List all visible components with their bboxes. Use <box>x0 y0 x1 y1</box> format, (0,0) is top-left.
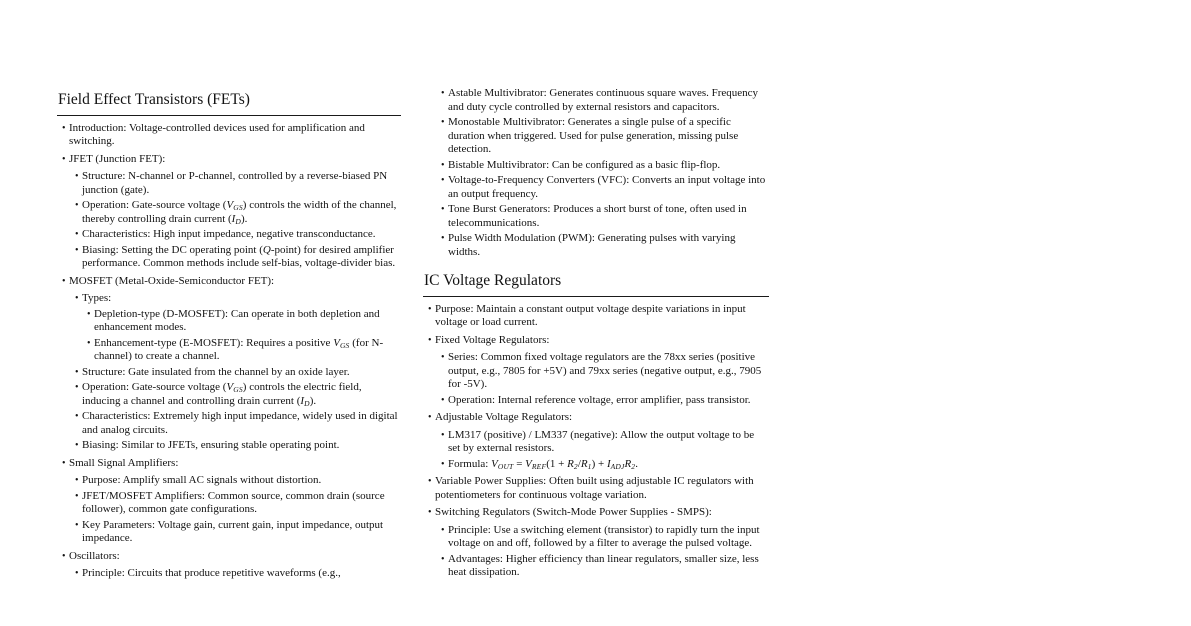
list-item-text: Adjustable Voltage Regulators: <box>435 411 573 424</box>
list-item <box>423 429 769 456</box>
math-variable: $V_{GS}$ <box>226 199 243 213</box>
list-item <box>57 153 401 167</box>
math-variable: $I_D$ <box>300 394 310 408</box>
math-variable: $R_1$ <box>580 457 592 471</box>
list-item-text: Introduction: Voltage-controlled devices used for amplification and switching. <box>69 121 365 148</box>
bullet-icon: • <box>62 275 66 287</box>
math-variable: $V_{GS}$ <box>333 336 350 350</box>
list-item-text: Variable Power Supplies: Often built using adjustable IC regulators with potentiometers for continuous voltage variation. <box>435 475 754 501</box>
list-item <box>423 116 769 157</box>
list-item-text: Astable Multivibrator: Generates continuous square waves. Frequency and duty cycle controlled by external resistors and capacitors. <box>448 87 759 113</box>
bullet-icon: • <box>75 244 79 256</box>
list-item <box>57 474 401 488</box>
bullet-icon: • <box>75 440 79 452</box>
bullet-icon: • <box>62 457 66 469</box>
list-item <box>57 228 401 242</box>
list-item <box>57 550 401 564</box>
right-column <box>423 81 769 582</box>
list-item <box>423 524 769 551</box>
list-item-text: Purpose: Maintain a constant output voltage despite variations in input voltage or load current. <box>435 302 746 329</box>
list-item <box>57 519 401 546</box>
list-item-text: Types: <box>82 292 112 305</box>
list-item-text: Series: Common fixed voltage regulators are the 78xx series (positive output, e.g., 7805 for +5V) and 79xx series (negative output, e.g., 7905 for -5V). <box>448 351 762 391</box>
list-item <box>57 170 401 197</box>
list-item-text: Principle: Circuits that produce repetitive waveforms (e.g., <box>82 567 341 580</box>
list-item <box>57 199 401 226</box>
list-item <box>57 567 401 581</box>
bullet-icon: • <box>75 568 79 580</box>
bullet-icon: • <box>441 117 445 128</box>
list-item <box>423 351 769 392</box>
math-variable: $V_{OUT}$ <box>491 457 514 471</box>
bullet-icon: • <box>75 293 79 305</box>
bullet-icon: • <box>441 159 445 171</box>
math-variable: $R_2$ <box>624 457 636 471</box>
list-item <box>57 410 401 437</box>
list-item-text: Structure: Gate insulated from the channel by an oxide layer. <box>82 365 350 378</box>
bullet-icon: • <box>75 229 79 241</box>
bullet-icon: • <box>87 308 91 320</box>
math-variable: $I_{ADJ}$ <box>606 457 625 471</box>
list-item-text: LM317 (positive) / LM337 (negative): Allow the output voltage to be set by external resistors. <box>448 428 755 455</box>
bullet-icon: • <box>428 303 432 315</box>
list-item <box>423 159 769 173</box>
bullet-icon: • <box>75 171 79 183</box>
bullet-icon: • <box>441 352 445 364</box>
bullet-icon: • <box>441 553 445 565</box>
list-item <box>57 439 401 453</box>
list-item-text: Switching Regulators (Switch-Mode Power Supplies - SMPS): <box>435 506 712 519</box>
list-item-text: MOSFET (Metal-Oxide-Semiconductor FET): <box>69 274 275 287</box>
list-item-text: Depletion-type (D-MOSFET): Can operate in both depletion and enhancement modes. <box>94 307 380 334</box>
bullet-icon: • <box>75 519 79 531</box>
list-item-text: JFET/MOSFET Amplifiers: Common source, common drain (source follower), common gate configurations. <box>82 489 385 516</box>
bullet-icon: • <box>87 337 91 349</box>
bullet-icon: • <box>441 394 445 406</box>
list-item-text: Monostable Multivibrator: Generates a single pulse of a specific duration when triggered. Used for pulse generation, missing pulse detection. <box>448 116 739 155</box>
list-item-text: Key Parameters: Voltage gain, current gain, input impedance, output impedance. <box>82 518 384 545</box>
list-item-text: Operation: Gate-source voltage $(V_{GS})$ controls the electric field, inducing a channel and controlling drain current $(I_D)$. <box>82 381 362 408</box>
section-heading-fets: Field Effect Transistors (FETs) <box>57 91 401 116</box>
list-item <box>423 87 769 114</box>
list-item <box>423 232 769 259</box>
list-item-text: JFET (Junction FET): <box>69 152 166 165</box>
list-item-text: Advantages: Higher efficiency than linear regulators, smaller size, less heat dissipation. <box>448 552 759 579</box>
ic-voltage-regulators-list <box>423 303 769 580</box>
list-item-text: Biasing: Similar to JFETs, ensuring stable operating point. <box>82 439 340 452</box>
list-item <box>57 490 401 517</box>
fets-list <box>57 122 401 581</box>
bullet-icon: • <box>441 524 445 536</box>
math-variable: $V_{GS}$ <box>226 381 243 395</box>
list-item-text: Biasing: Setting the DC operating point (Q-point) for desired amplifier performance. Common methods include self-bias, voltage-divider bias. <box>82 243 396 270</box>
list-item-text: Fixed Voltage Regulators: <box>435 333 550 346</box>
list-item <box>423 458 769 472</box>
list-item-text: Principle: Use a switching element (transistor) to rapidly turn the input voltage on and off, followed by a filter to average the pulsed voltage. <box>448 523 760 550</box>
bullet-icon: • <box>441 204 445 215</box>
list-item-text: Pulse Width Modulation (PWM): Generating pulses with varying widths. <box>448 232 736 258</box>
bullet-icon: • <box>441 88 445 99</box>
list-item-text: Characteristics: Extremely high input impedance, widely used in digital and analog circuits. <box>82 410 398 436</box>
bullet-icon: • <box>62 122 66 134</box>
list-item <box>423 174 769 201</box>
math-variable: $V_{REF}$ <box>525 457 547 471</box>
math-variable: $I_D$ <box>231 212 241 226</box>
bullet-icon: • <box>441 233 445 244</box>
list-item-text: Enhancement-type (E-MOSFET): Requires a positive $V_{GS}$ (for N-channel) to create a channel. <box>94 336 384 363</box>
list-item <box>57 381 401 408</box>
bullet-icon: • <box>428 412 432 424</box>
bullet-icon: • <box>62 153 66 165</box>
bullet-icon: • <box>75 475 79 487</box>
list-item-text: Purpose: Amplify small AC signals without distortion. <box>82 474 322 487</box>
section-heading-ic-voltage-regulators: IC Voltage Regulators <box>423 272 769 297</box>
list-item <box>423 334 769 348</box>
list-item <box>423 394 769 408</box>
list-item <box>57 457 401 471</box>
list-item <box>423 475 769 502</box>
left-column <box>57 91 401 583</box>
list-item <box>57 292 401 306</box>
list-item-text: Formula: $V_{OUT} = V_{REF}(1 + R_2/R_1) + I_{ADJ}R_2$. <box>448 457 638 471</box>
list-item <box>423 553 769 580</box>
math-variable: $R_2$ <box>567 457 578 471</box>
math-variable: Q <box>262 243 271 256</box>
list-item-text: Operation: Internal reference voltage, error amplifier, pass transistor. <box>448 393 751 406</box>
bullet-icon: • <box>441 429 445 441</box>
list-item <box>57 337 401 364</box>
list-item-text: Operation: Gate-source voltage $(V_{GS})$ controls the width of the channel, thereby controlling drain current $(I_D)$. <box>82 199 397 226</box>
bullet-icon: • <box>62 550 66 562</box>
list-item <box>57 308 401 335</box>
list-item <box>423 506 769 520</box>
bullet-icon: • <box>75 382 79 394</box>
list-item-text: Oscillators: <box>69 549 120 562</box>
bullet-icon: • <box>428 507 432 519</box>
list-item <box>423 303 769 330</box>
list-item <box>57 244 401 271</box>
bullet-icon: • <box>75 411 79 423</box>
list-item <box>57 122 401 149</box>
list-item-text: Voltage-to-Frequency Converters (VFC): Converts an input voltage into an output frequency. <box>448 174 766 200</box>
list-item <box>423 203 769 230</box>
list-item <box>57 275 401 289</box>
bullet-icon: • <box>75 490 79 502</box>
bullet-icon: • <box>441 175 445 186</box>
bullet-icon: • <box>428 476 432 488</box>
bullet-icon: • <box>75 200 79 212</box>
list-item-text: Small Signal Amplifiers: <box>69 456 179 469</box>
list-item <box>57 366 401 380</box>
bullet-icon: • <box>75 366 79 378</box>
list-item-text: Bistable Multivibrator: Can be configured as a basic flip-flop. <box>448 158 721 171</box>
list-item-text: Tone Burst Generators: Produces a short burst of tone, often used in telecommunications. <box>448 203 747 229</box>
list-item-text: Structure: N-channel or P-channel, controlled by a reverse-biased PN junction (gate). <box>82 170 388 196</box>
bullet-icon: • <box>428 334 432 346</box>
bullet-icon: • <box>441 458 445 470</box>
list-item-text: Characteristics: High input impedance, negative transconductance. <box>82 228 376 241</box>
oscillators-continuation-list <box>423 87 769 259</box>
list-item <box>423 411 769 425</box>
